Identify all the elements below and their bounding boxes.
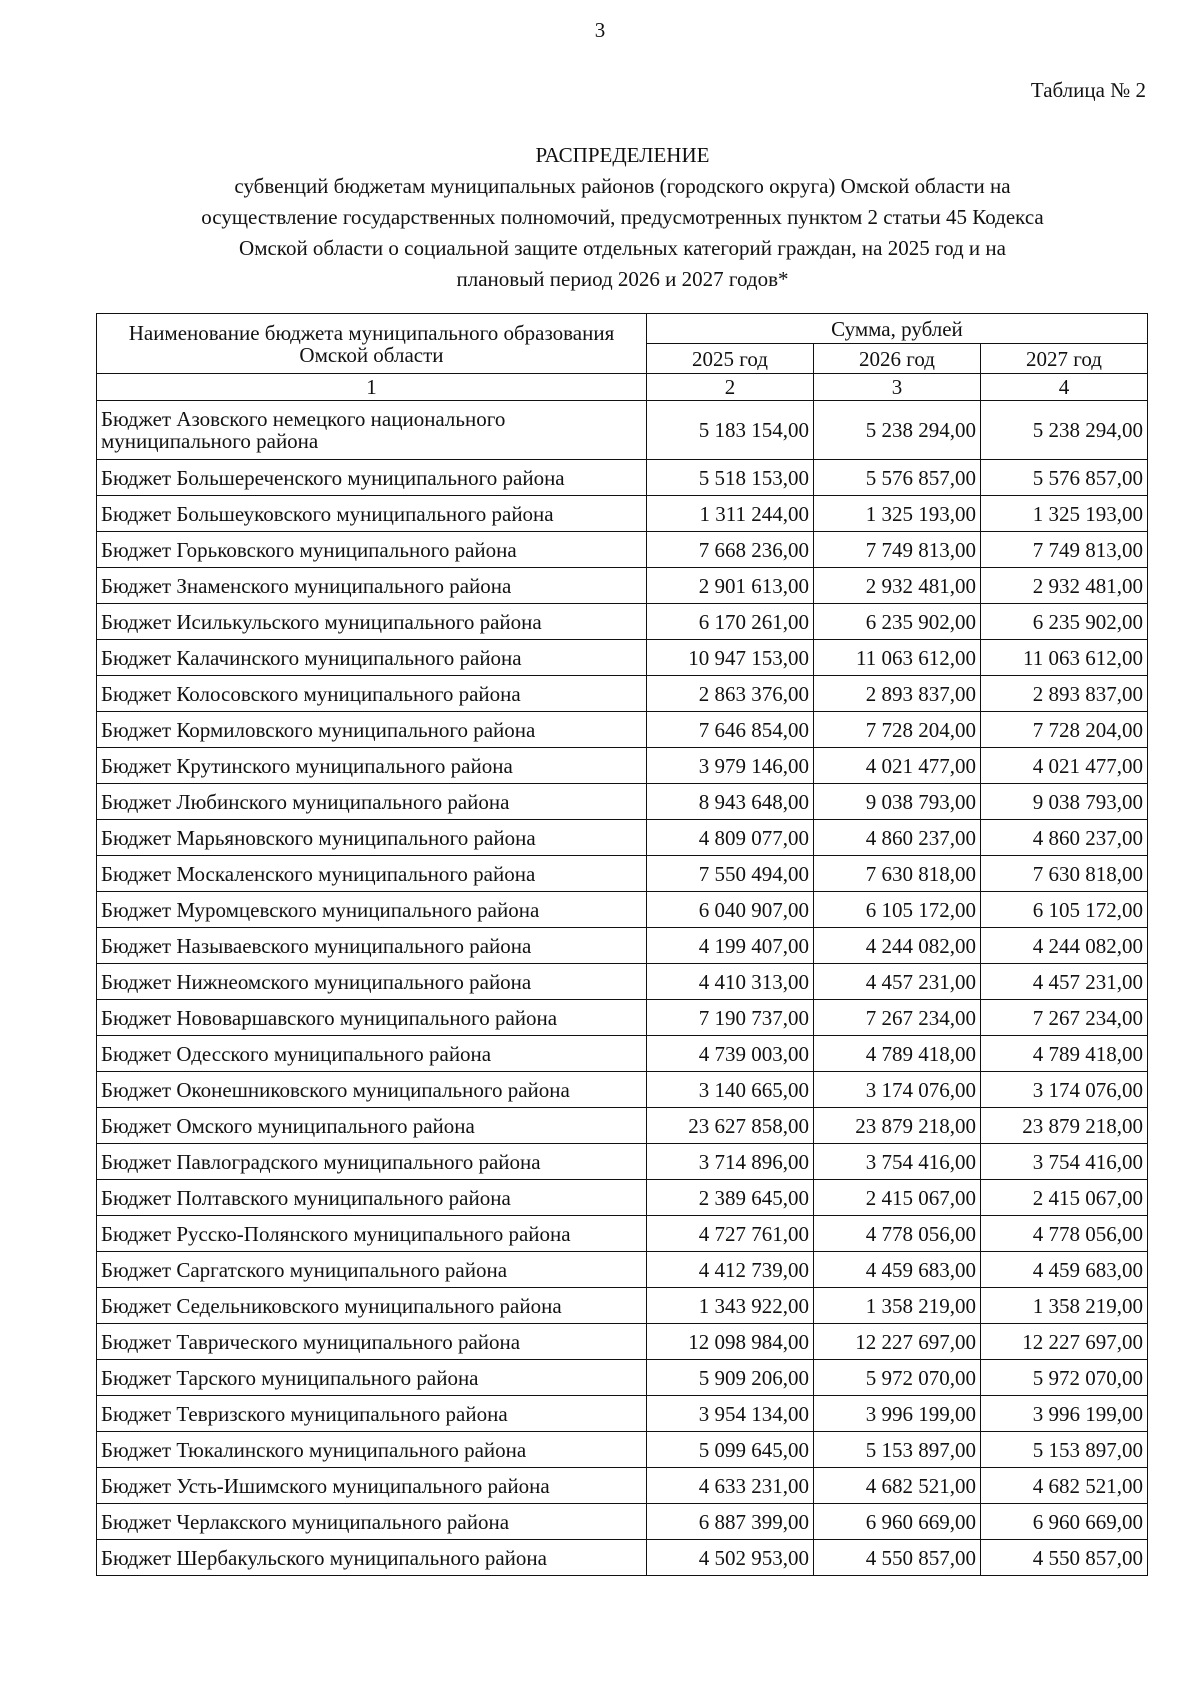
amount-2025-cell: 4 410 313,00 — [646, 964, 813, 1000]
amount-2027-cell: 1 325 193,00 — [980, 496, 1147, 532]
budget-name-cell: Бюджет Усть-Ишимского муниципального района — [97, 1468, 647, 1504]
budget-name-cell: Бюджет Большереченского муниципального района — [97, 460, 647, 496]
amount-2026-cell: 1 325 193,00 — [813, 496, 980, 532]
table-row — [97, 676, 1148, 712]
table-row — [97, 1144, 1148, 1180]
table-row — [97, 640, 1148, 676]
amount-2026-cell: 4 860 237,00 — [813, 820, 980, 856]
budget-name-cell: Бюджет Москаленского муниципального района — [97, 856, 647, 892]
budget-name-cell: Бюджет Нижнеомского муниципального района — [97, 964, 647, 1000]
table-row — [97, 1216, 1148, 1252]
title-heading: РАСПРЕДЕЛЕНИЕ — [535, 143, 710, 167]
table-row — [97, 1000, 1148, 1036]
amount-2025-cell: 6 170 261,00 — [646, 604, 813, 640]
amount-2025-cell: 6 040 907,00 — [646, 892, 813, 928]
amount-2026-cell: 4 021 477,00 — [813, 748, 980, 784]
amount-2025-cell: 3 714 896,00 — [646, 1144, 813, 1180]
budget-name-cell: Бюджет Омского муниципального района — [97, 1108, 647, 1144]
budget-name-cell: Бюджет Тюкалинского муниципального района — [97, 1432, 647, 1468]
budget-name-cell: Бюджет Кормиловского муниципального района — [97, 712, 647, 748]
budget-name-cell: Бюджет Нововаршавского муниципального района — [97, 1000, 647, 1036]
table-row — [97, 1324, 1148, 1360]
amount-2027-cell: 6 960 669,00 — [980, 1504, 1147, 1540]
amount-2025-cell: 4 633 231,00 — [646, 1468, 813, 1504]
amount-2026-cell: 4 789 418,00 — [813, 1036, 980, 1072]
header-year-2027: 2027 год — [980, 344, 1147, 374]
amount-2027-cell: 4 778 056,00 — [980, 1216, 1147, 1252]
amount-2025-cell: 6 887 399,00 — [646, 1504, 813, 1540]
budget-name-cell: Бюджет Калачинского муниципального района — [97, 640, 647, 676]
amount-2027-cell: 7 749 813,00 — [980, 532, 1147, 568]
amount-2026-cell: 6 960 669,00 — [813, 1504, 980, 1540]
table-row — [97, 1072, 1148, 1108]
amount-2026-cell: 5 153 897,00 — [813, 1432, 980, 1468]
header-name: Наименование бюджета муниципального образования Омской области — [97, 314, 647, 374]
amount-2026-cell: 4 244 082,00 — [813, 928, 980, 964]
amount-2025-cell: 7 668 236,00 — [646, 532, 813, 568]
amount-2025-cell: 5 099 645,00 — [646, 1432, 813, 1468]
table-row — [97, 964, 1148, 1000]
amount-2027-cell: 5 153 897,00 — [980, 1432, 1147, 1468]
budget-name-cell: Бюджет Марьяновского муниципального района — [97, 820, 647, 856]
amount-2025-cell: 3 140 665,00 — [646, 1072, 813, 1108]
amount-2025-cell: 5 518 153,00 — [646, 460, 813, 496]
amount-2026-cell: 6 235 902,00 — [813, 604, 980, 640]
table-row — [97, 1396, 1148, 1432]
amount-2025-cell: 7 646 854,00 — [646, 712, 813, 748]
amount-2026-cell: 4 550 857,00 — [813, 1540, 980, 1576]
budget-name-cell: Бюджет Любинского муниципального района — [97, 784, 647, 820]
amount-2027-cell: 2 893 837,00 — [980, 676, 1147, 712]
table-row — [97, 1504, 1148, 1540]
amount-2027-cell: 4 459 683,00 — [980, 1252, 1147, 1288]
table-row — [97, 856, 1148, 892]
amount-2025-cell: 4 727 761,00 — [646, 1216, 813, 1252]
title-subtitle: субвенций бюджетам муниципальных районов (городского округа) Омской области на осуществление государственных полномочий, предусмотренных пунктом 2 статьи 45 Кодекса Омской области о социальной защите отдельных категорий граждан, на 2025 год и на плановый период 2026 и 2027 годов* — [201, 174, 1044, 291]
page-number: 3 — [594, 18, 606, 42]
distribution-table — [96, 313, 1148, 1576]
amount-2026-cell: 4 778 056,00 — [813, 1216, 980, 1252]
col-number: 3 — [813, 374, 980, 401]
table-row — [97, 496, 1148, 532]
budget-name-cell: Бюджет Тевризского муниципального района — [97, 1396, 647, 1432]
budget-name-cell: Бюджет Знаменского муниципального района — [97, 568, 647, 604]
table-label: Таблица № 2 — [1030, 78, 1146, 102]
amount-2026-cell: 11 063 612,00 — [813, 640, 980, 676]
table-row — [97, 820, 1148, 856]
budget-name-cell: Бюджет Павлоградского муниципального района — [97, 1144, 647, 1180]
table-row — [97, 784, 1148, 820]
amount-2026-cell: 5 576 857,00 — [813, 460, 980, 496]
amount-2026-cell: 6 105 172,00 — [813, 892, 980, 928]
table-body — [97, 401, 1148, 1576]
amount-2026-cell: 5 972 070,00 — [813, 1360, 980, 1396]
budget-name-cell: Бюджет Большеуковского муниципального района — [97, 496, 647, 532]
amount-2025-cell: 4 809 077,00 — [646, 820, 813, 856]
amount-2026-cell: 4 682 521,00 — [813, 1468, 980, 1504]
budget-name-cell: Бюджет Саргатского муниципального района — [97, 1252, 647, 1288]
amount-2027-cell: 23 879 218,00 — [980, 1108, 1147, 1144]
table-row — [97, 401, 1148, 460]
amount-2025-cell: 5 183 154,00 — [646, 401, 813, 460]
table-row — [97, 1468, 1148, 1504]
amount-2027-cell: 1 358 219,00 — [980, 1288, 1147, 1324]
amount-2027-cell: 4 021 477,00 — [980, 748, 1147, 784]
budget-name-cell: Бюджет Называевского муниципального района — [97, 928, 647, 964]
budget-name-cell: Бюджет Шербакульского муниципального района — [97, 1540, 647, 1576]
amount-2025-cell: 8 943 648,00 — [646, 784, 813, 820]
amount-2025-cell: 12 098 984,00 — [646, 1324, 813, 1360]
table-row — [97, 1036, 1148, 1072]
table-row — [97, 568, 1148, 604]
amount-2026-cell: 1 358 219,00 — [813, 1288, 980, 1324]
table-row — [97, 712, 1148, 748]
amount-2027-cell: 9 038 793,00 — [980, 784, 1147, 820]
table-row — [97, 460, 1148, 496]
amount-2026-cell: 4 459 683,00 — [813, 1252, 980, 1288]
budget-name-cell: Бюджет Азовского немецкого национального муниципального района — [97, 401, 647, 460]
amount-2027-cell: 5 576 857,00 — [980, 460, 1147, 496]
amount-2027-cell: 12 227 697,00 — [980, 1324, 1147, 1360]
amount-2026-cell: 7 630 818,00 — [813, 856, 980, 892]
amount-2025-cell: 4 412 739,00 — [646, 1252, 813, 1288]
amount-2025-cell: 3 979 146,00 — [646, 748, 813, 784]
amount-2027-cell: 2 415 067,00 — [980, 1180, 1147, 1216]
document-title — [100, 140, 1145, 295]
amount-2025-cell: 7 550 494,00 — [646, 856, 813, 892]
budget-name-cell: Бюджет Тарского муниципального района — [97, 1360, 647, 1396]
amount-2026-cell: 3 754 416,00 — [813, 1144, 980, 1180]
col-number: 2 — [646, 374, 813, 401]
amount-2025-cell: 10 947 153,00 — [646, 640, 813, 676]
amount-2027-cell: 4 860 237,00 — [980, 820, 1147, 856]
col-number: 4 — [980, 374, 1147, 401]
table-row — [97, 892, 1148, 928]
header-year-2026: 2026 год — [813, 344, 980, 374]
budget-name-cell: Бюджет Полтавского муниципального района — [97, 1180, 647, 1216]
table-row — [97, 1360, 1148, 1396]
amount-2027-cell: 3 174 076,00 — [980, 1072, 1147, 1108]
amount-2026-cell: 3 996 199,00 — [813, 1396, 980, 1432]
amount-2027-cell: 6 235 902,00 — [980, 604, 1147, 640]
amount-2027-cell: 11 063 612,00 — [980, 640, 1147, 676]
header-year-2025: 2025 год — [646, 344, 813, 374]
budget-name-cell: Бюджет Русско-Полянского муниципального района — [97, 1216, 647, 1252]
budget-name-cell: Бюджет Седельниковского муниципального района — [97, 1288, 647, 1324]
budget-name-cell: Бюджет Горьковского муниципального района — [97, 532, 647, 568]
budget-name-cell: Бюджет Муромцевского муниципального района — [97, 892, 647, 928]
amount-2027-cell: 4 682 521,00 — [980, 1468, 1147, 1504]
table-row — [97, 1288, 1148, 1324]
table-row — [97, 748, 1148, 784]
budget-name-cell: Бюджет Одесского муниципального района — [97, 1036, 647, 1072]
table-row — [97, 1108, 1148, 1144]
amount-2026-cell: 7 749 813,00 — [813, 532, 980, 568]
table-row — [97, 604, 1148, 640]
amount-2025-cell: 1 311 244,00 — [646, 496, 813, 532]
amount-2026-cell: 7 267 234,00 — [813, 1000, 980, 1036]
amount-2026-cell: 2 893 837,00 — [813, 676, 980, 712]
amount-2027-cell: 3 754 416,00 — [980, 1144, 1147, 1180]
amount-2025-cell: 5 909 206,00 — [646, 1360, 813, 1396]
budget-name-cell: Бюджет Черлакского муниципального района — [97, 1504, 647, 1540]
amount-2025-cell: 23 627 858,00 — [646, 1108, 813, 1144]
amount-2026-cell: 2 415 067,00 — [813, 1180, 980, 1216]
amount-2025-cell: 4 739 003,00 — [646, 1036, 813, 1072]
amount-2027-cell: 7 630 818,00 — [980, 856, 1147, 892]
col-number: 1 — [97, 374, 647, 401]
amount-2025-cell: 2 901 613,00 — [646, 568, 813, 604]
amount-2026-cell: 2 932 481,00 — [813, 568, 980, 604]
amount-2027-cell: 5 972 070,00 — [980, 1360, 1147, 1396]
amount-2025-cell: 2 863 376,00 — [646, 676, 813, 712]
amount-2026-cell: 12 227 697,00 — [813, 1324, 980, 1360]
table-row — [97, 1432, 1148, 1468]
amount-2027-cell: 4 550 857,00 — [980, 1540, 1147, 1576]
table-row — [97, 532, 1148, 568]
amount-2026-cell: 3 174 076,00 — [813, 1072, 980, 1108]
amount-2025-cell: 7 190 737,00 — [646, 1000, 813, 1036]
budget-name-cell: Бюджет Таврического муниципального района — [97, 1324, 647, 1360]
table-row — [97, 928, 1148, 964]
budget-name-cell: Бюджет Крутинского муниципального района — [97, 748, 647, 784]
budget-name-cell: Бюджет Колосовского муниципального района — [97, 676, 647, 712]
amount-2027-cell: 4 457 231,00 — [980, 964, 1147, 1000]
table-row — [97, 1540, 1148, 1576]
budget-name-cell: Бюджет Оконешниковского муниципального района — [97, 1072, 647, 1108]
amount-2027-cell: 5 238 294,00 — [980, 401, 1147, 460]
amount-2026-cell: 9 038 793,00 — [813, 784, 980, 820]
amount-2027-cell: 6 105 172,00 — [980, 892, 1147, 928]
amount-2025-cell: 4 199 407,00 — [646, 928, 813, 964]
amount-2027-cell: 3 996 199,00 — [980, 1396, 1147, 1432]
table-row — [97, 1180, 1148, 1216]
amount-2026-cell: 23 879 218,00 — [813, 1108, 980, 1144]
amount-2027-cell: 7 728 204,00 — [980, 712, 1147, 748]
header-sum: Сумма, рублей — [646, 314, 1147, 344]
table-row — [97, 1252, 1148, 1288]
amount-2025-cell: 3 954 134,00 — [646, 1396, 813, 1432]
amount-2027-cell: 4 244 082,00 — [980, 928, 1147, 964]
amount-2025-cell: 4 502 953,00 — [646, 1540, 813, 1576]
amount-2026-cell: 4 457 231,00 — [813, 964, 980, 1000]
amount-2025-cell: 2 389 645,00 — [646, 1180, 813, 1216]
amount-2027-cell: 7 267 234,00 — [980, 1000, 1147, 1036]
amount-2027-cell: 4 789 418,00 — [980, 1036, 1147, 1072]
amount-2025-cell: 1 343 922,00 — [646, 1288, 813, 1324]
amount-2027-cell: 2 932 481,00 — [980, 568, 1147, 604]
amount-2026-cell: 5 238 294,00 — [813, 401, 980, 460]
amount-2026-cell: 7 728 204,00 — [813, 712, 980, 748]
budget-name-cell: Бюджет Исилькульского муниципального района — [97, 604, 647, 640]
